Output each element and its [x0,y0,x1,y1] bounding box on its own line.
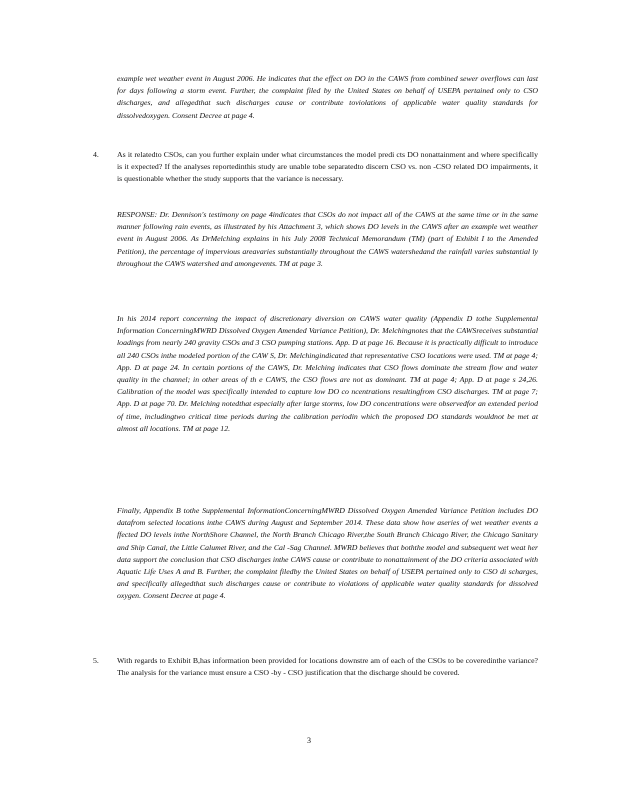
question-4-paragraph-2: In his 2014 report concerning the impact of discretionary diversion on CAWS water quality (Appendix D tothe Supplemental Information ConcerningMWRD Dissolved Oxygen Amended Variance Petition), Dr. Melchingnotes that the CAWSreceives substantial loadings from nearly 240 gravity CSOs and 3 CSO pumping stations. App. D at page 16. Because it is practically difficult to introduce all 240 CSOs inthe modeled portion of the CAW S, Dr. Melchingindicated that representative CSO locations were used. TM at page 4; App. D at page 24. In certain portions of the CAWS, Dr. Melching indicates that CSO flows dominate the stream flow and water quality in the channel; in other areas of th e CAWS, the CSO flows are not as dominant. TM at page 4; App. D at page s 24,26. Calibration of the model was specifically intended to capture low DO co ncentrations resultingfrom CSO discharges. TM at page 7; App. D at page 70. Dr. Melching notedthat especially after large storms, low DO concentrations were observedfor an extended period of time, includingtwo critical time periods during the calibration periodin which the proposed DO standards wouldnot be met at almost all locations. TM at page 12. [117,314,538,433]
continued-paragraph: example wet weather event in August 2006. He indicates that the effect on DO in the CAWS from combined sewer overflows can last for days following a storm event. Further, the complaint filed by the United States on behalf of USEPA pertained only to CSO discharges, and allegedthat such discharges cause or contribute toviolations of applicable water quality standards for dissolvedoxygen. Consent Decree at page 4. [117,74,538,120]
question-4-number: 4. [93,150,99,159]
question-4-paragraph-3: Finally, Appendix B tothe Supplemental InformationConcerningMWRD Dissolved Oxygen Amended Variance Petition includes DO datafrom selected locations inthe CAWS during August and September 2014. These data show how aseries of wet weather events a ffected DO levels inthe NorthShore Channel, the North Branch Chicago River,the South Branch Chicago River, the Chicago Sanitary and Ship Canal, the Little Calumet River, and the Cal -Sag Channel. MWRD believes that boththe model and subsequent wet weat her data support the conclusion that CSO discharges inthe CAWS cause or contribute to nonattainment of the DO criteria associated with Aquatic Life Uses A and B. Further, the complaint filedby the United States on behalf of USEPA pertained only to CSO di scharges, and specifically allegedthat such discharges cause or contribute to violations of applicable water quality standards for dissolved oxygen. Consent Decree at page 4. [117,506,538,601]
question-5-number: 5. [93,656,99,665]
question-5-text: With regards to Exhibit B,has information been provided for locations downstre am of each of the CSOs to be coveredinthe variance?The analysis for the variance must ensure a CSO -by - CSO justification that the discharge should be covered. [117,656,538,678]
question-4-response: RESPONSE: Dr. Dennison's testimony on page 4indicates that CSOs do not impact all of the CAWS at the same time or in the same manner following rain events, as illustrated by his Attachment 3, which shows DO levels in the CAWS after an example wet weather event in August 2006. As DrMelching explains in his July 2008 Technical Memorandum (TM) (part of Exhibit I to the Amended Petition), the percentage of impervious areavaries substantially throughout the CAWS watershedand the rainfall varies substantial ly throughout the CAWS watershed and amongevents. TM at page 3. [117,210,538,268]
page-number: 3 [307,736,311,745]
question-4-text: As it relatedto CSOs, can you further explain under what circumstances the model predi cts DO nonattainment and where specifically is it expected? If the analyses reportedinthis study are unable tobe separatedto discern CSO vs. non -CSO related DO impairments, it is questionable whether the study supports that the variance is necessary. [117,150,538,184]
